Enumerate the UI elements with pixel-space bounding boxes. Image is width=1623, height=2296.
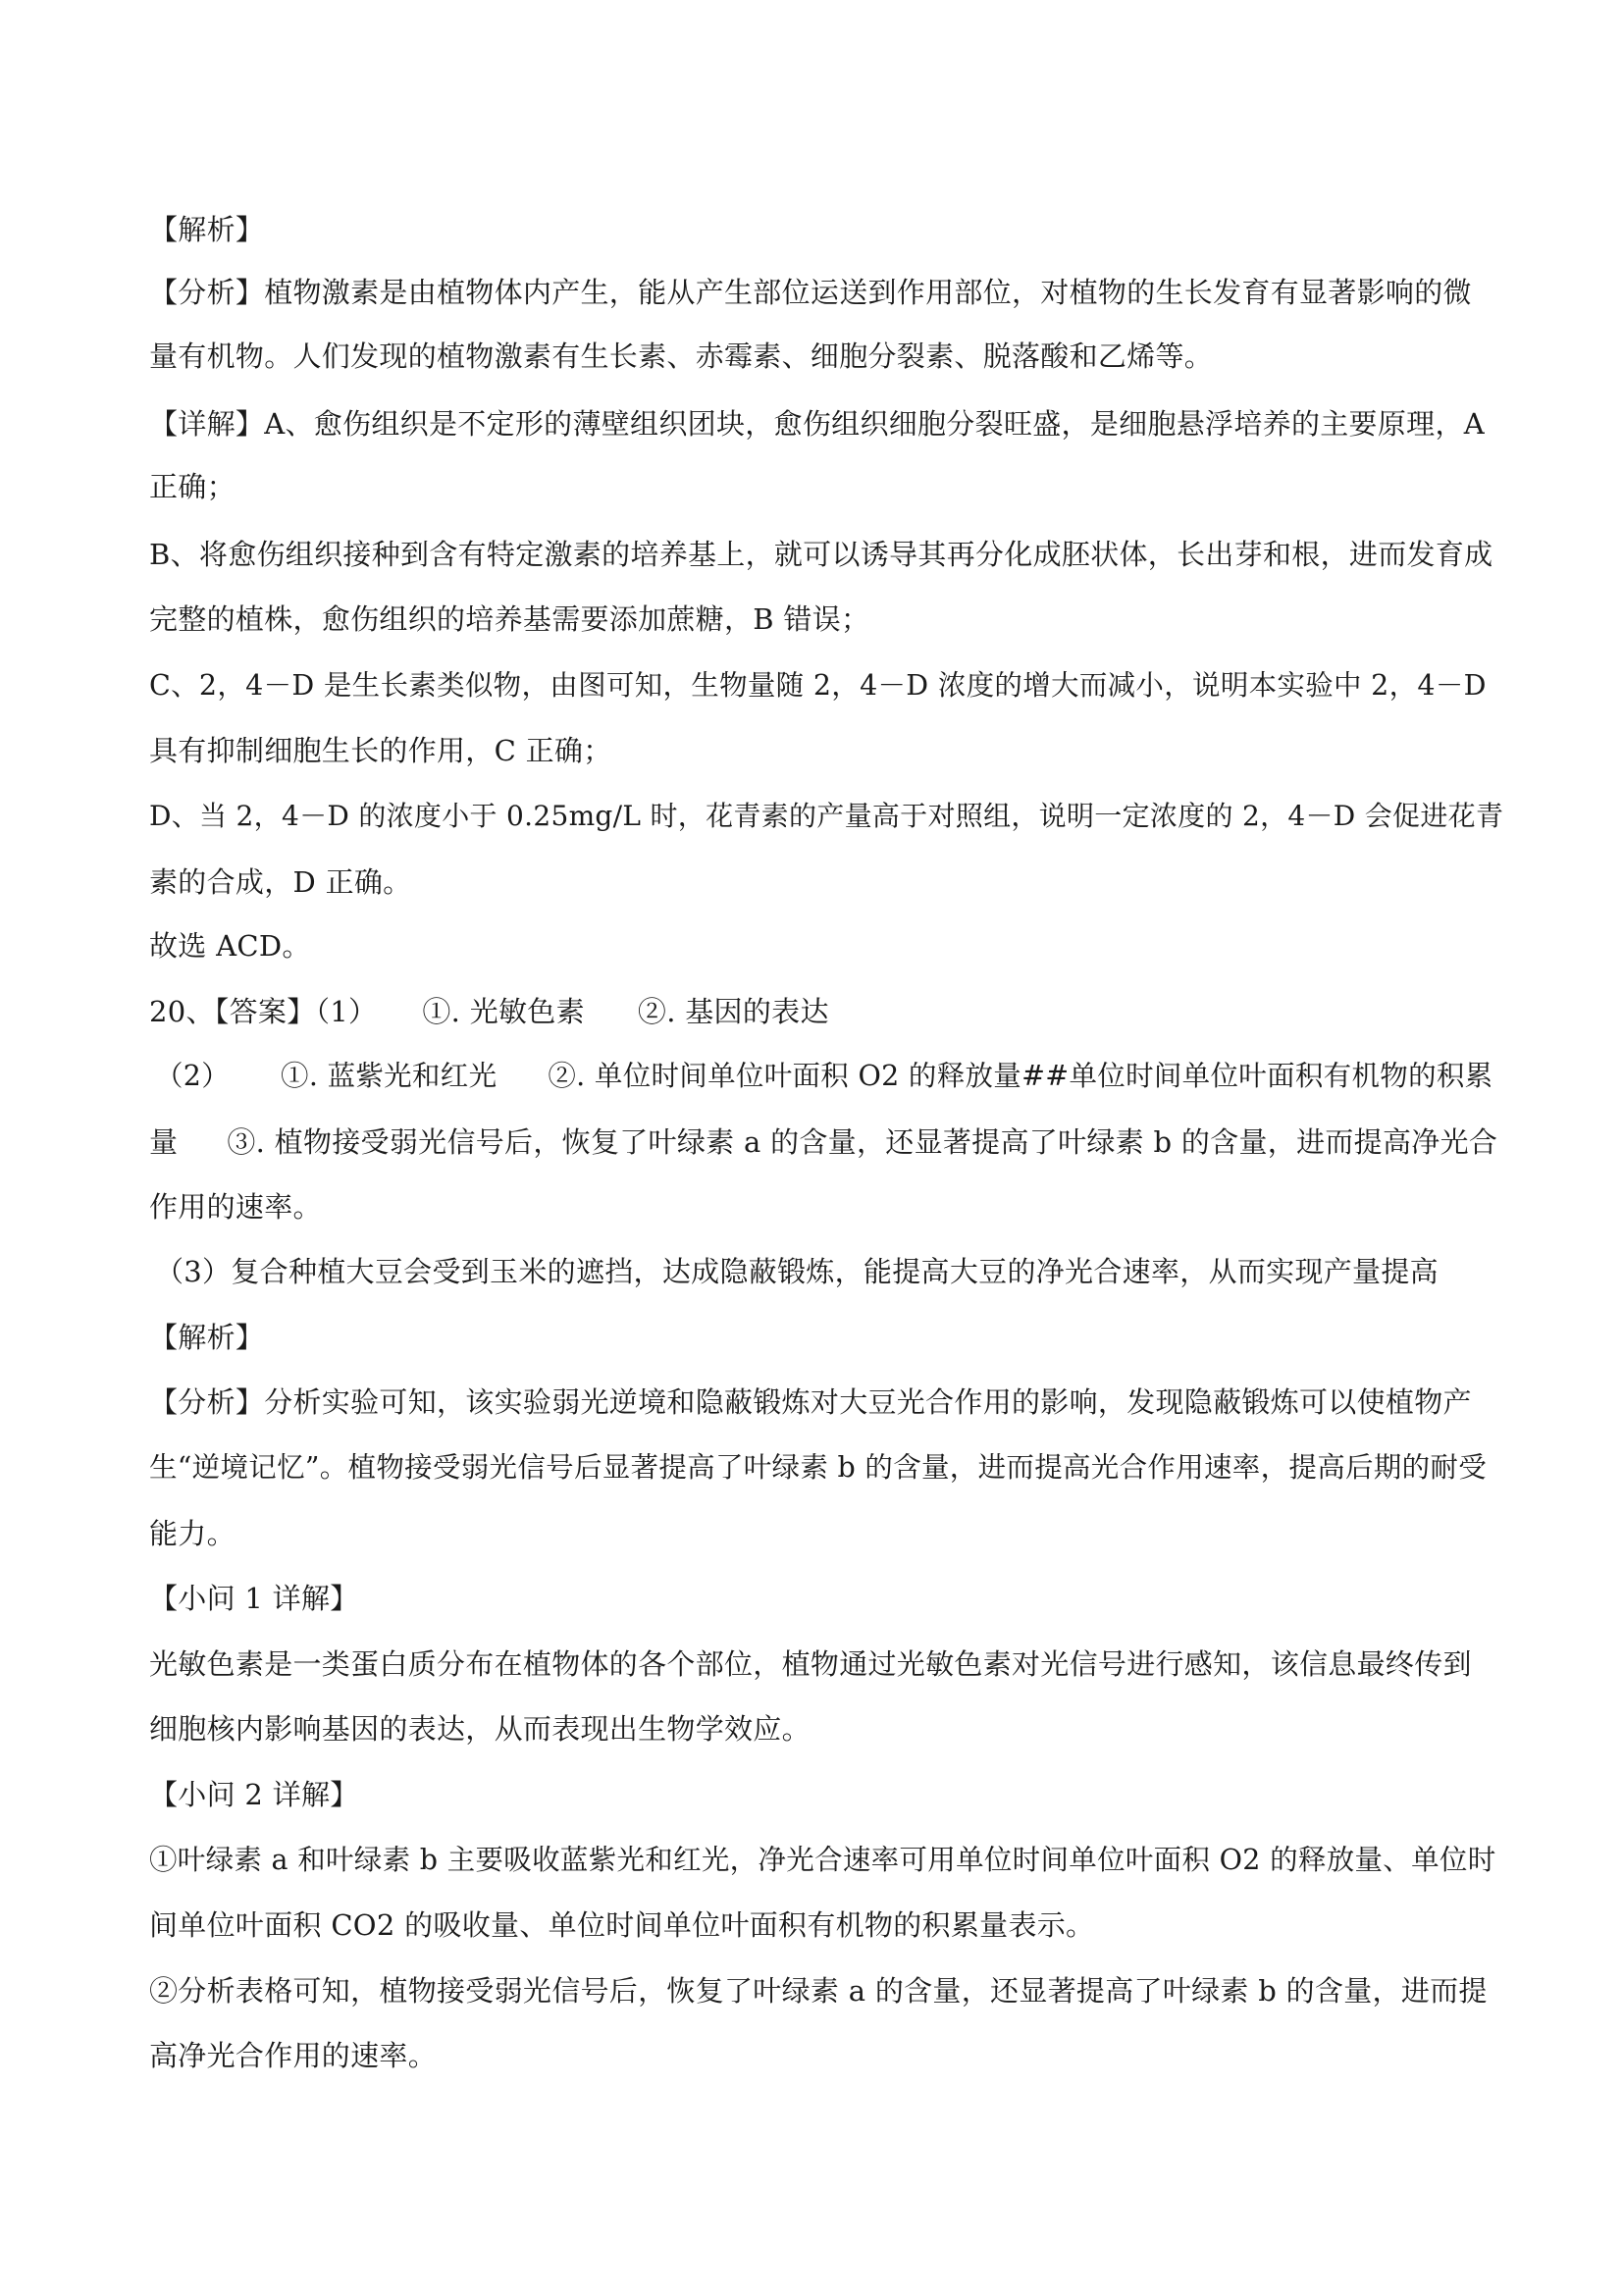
paragraph-line: 能力。 — [149, 1517, 236, 1550]
paragraph-line: 【分析】植物激素是由植物体内产生，能从产生部位运送到作用部位，对植物的生长发育有显著影响的微 — [149, 276, 1472, 309]
answer-item: ②. 单位时间单位叶面积 O2 的释放量##单位时间单位叶面积有机物的积累 — [548, 1060, 1493, 1092]
paragraph-line: 【分析】分析实验可知，该实验弱光逆境和隐蔽锻炼对大豆光合作用的影响，发现隐蔽锻炼可以使植物产 — [149, 1385, 1472, 1419]
paragraph-line: 量有机物。人们发现的植物激素有生长素、赤霉素、细胞分裂素、脱落酸和乙烯等。 — [149, 339, 1214, 373]
answer-label: （2） — [155, 1060, 231, 1092]
paragraph-line: 具有抑制细胞生长的作用，C 正确； — [149, 734, 612, 767]
answer-label: 20、【答案】（1） — [149, 995, 378, 1028]
paragraph-line: 完整的植株，愈伤组织的培养基需要添加蔗糖，B 错误； — [149, 602, 870, 636]
answer-item: ①. 光敏色素 — [422, 995, 585, 1028]
answer-line-q20-part1 — [149, 992, 1484, 1031]
paragraph-line: B、将愈伤组织接种到含有特定激素的培养基上，就可以诱导其再分化成胚状体，长出芽和根，进而发育成 — [149, 538, 1493, 571]
paragraph-line: C、2，4－D 是生长素类似物，由图可知，生物量随 2，4－D 浓度的增大而减小，说明本实验中 2，4－D — [149, 669, 1487, 702]
paragraph-line: 高净光合作用的速率。 — [149, 2039, 438, 2072]
answer-item: ③. 植物接受弱光信号后，恢复了叶绿素 a 的含量，还显著提高了叶绿素 b 的含量，进而提高净光合 — [227, 1125, 1498, 1159]
section-heading-sub1: 【小问 1 详解】 — [149, 1582, 359, 1615]
paragraph-line: 间单位叶面积 CO2 的吸收量、单位时间单位叶面积有机物的积累量表示。 — [149, 1908, 1095, 1942]
answer-item: ①. 蓝紫光和红光 — [281, 1060, 497, 1092]
answer-line-part2 — [155, 1057, 1493, 1096]
paragraph-line: ①叶绿素 a 和叶绿素 b 主要吸收蓝紫光和红光，净光合速率可用单位时间单位叶面积 O2 的释放量、单位时 — [149, 1844, 1496, 1876]
answer-item: ②. 基因的表达 — [637, 995, 829, 1028]
answer-text: 量 — [149, 1125, 179, 1159]
paragraph-line: 正确； — [149, 470, 236, 503]
section-heading-analysis: 【解析】 — [149, 213, 265, 246]
paragraph-line: 素的合成，D 正确。 — [149, 865, 412, 899]
paragraph-line: 光敏色素是一类蛋白质分布在植物体的各个部位，植物通过光敏色素对光信号进行感知，该信息最终传到 — [149, 1647, 1472, 1681]
paragraph-line: 作用的速率。 — [149, 1190, 322, 1224]
answer-line-part3: （3）复合种植大豆会受到玉米的遮挡，达成隐蔽锻炼，能提高大豆的净光合速率，从而实现产量提高 — [155, 1255, 1439, 1288]
paragraph-line: 生“逆境记忆”。植物接受弱光信号后显著提高了叶绿素 b 的含量，进而提高光合作用速率，提高后期的耐受 — [149, 1451, 1488, 1484]
section-heading-analysis: 【解析】 — [149, 1321, 265, 1354]
section-heading-sub2: 【小问 2 详解】 — [149, 1778, 359, 1811]
paragraph-line: D、当 2，4－D 的浓度小于 0.25mg/L 时，花青素的产量高于对照组，说明一定浓度的 2，4－D 会促进花青 — [149, 800, 1504, 832]
paragraph-line: ②分析表格可知，植物接受弱光信号后，恢复了叶绿素 a 的含量，还显著提高了叶绿素 b 的含量，进而提 — [149, 1974, 1488, 2008]
answer-line-continued — [149, 1122, 1498, 1162]
paragraph-line: 【详解】A、愈伤组织是不定形的薄壁组织团块，愈伤组织细胞分裂旺盛，是细胞悬浮培养的主要原理，A — [149, 407, 1485, 441]
paragraph-line: 细胞核内影响基因的表达，从而表现出生物学效应。 — [149, 1712, 811, 1746]
paragraph-line: 故选 ACD。 — [149, 929, 311, 963]
